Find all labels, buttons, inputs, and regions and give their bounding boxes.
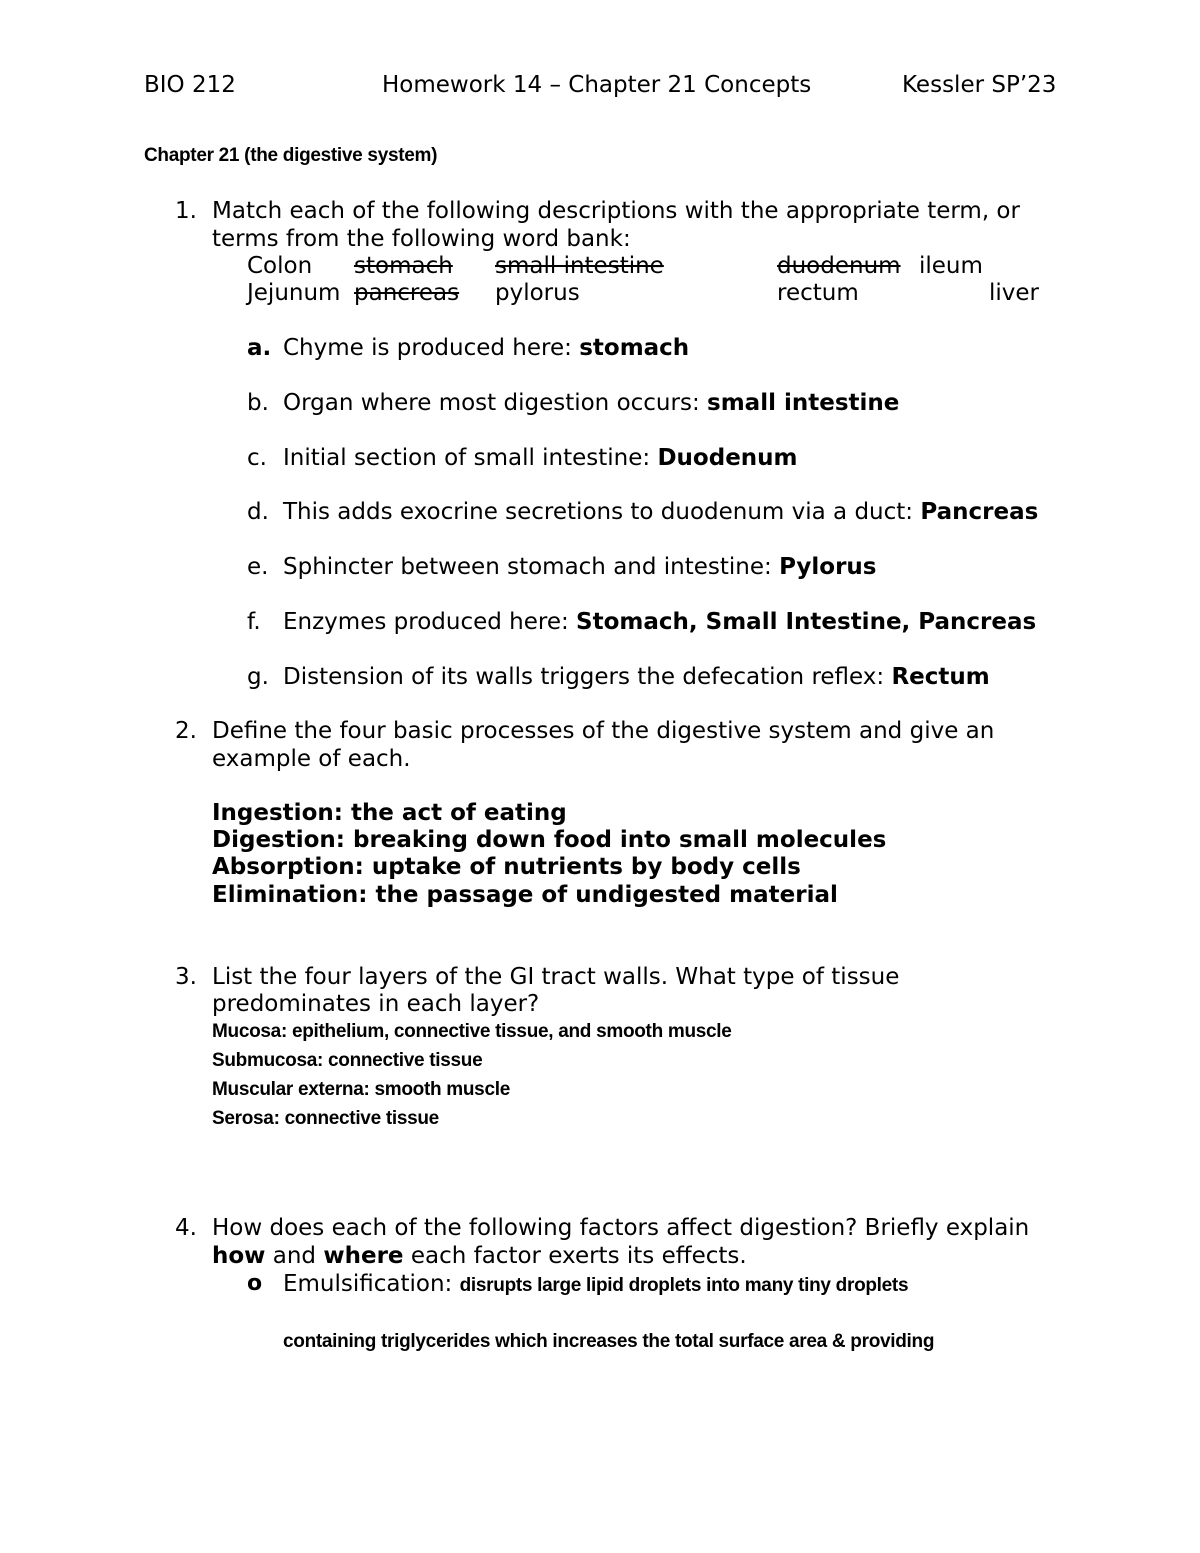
q1e-letter: e. xyxy=(247,554,269,580)
header-title: Homework 14 – Chapter 21 Concepts xyxy=(382,72,812,98)
q1-text-line2: terms from the following word bank: xyxy=(212,226,631,252)
q3-answer-muscular-externa: Muscular externa: smooth muscle xyxy=(212,1079,510,1100)
q4-text-line1: How does each of the following factors affect digestion? Briefly explain xyxy=(212,1215,1030,1241)
q3-number: 3. xyxy=(175,964,197,990)
q1c-prompt: Initial section of small intestine: xyxy=(283,445,658,471)
q3-text-line2: predominates in each layer? xyxy=(212,991,540,1017)
header-course: BIO 212 xyxy=(144,72,236,98)
q1f-prompt: Enzymes produced here: xyxy=(283,609,577,635)
q1a-answer: stomach xyxy=(579,335,690,361)
q2-answer-elimination: Elimination: the passage of undigested material xyxy=(212,882,838,908)
q4-number: 4. xyxy=(175,1215,197,1241)
q1d-answer: Pancreas xyxy=(920,499,1039,525)
q1e-answer: Pylorus xyxy=(779,554,877,580)
q2-text-line1: Define the four basic processes of the digestive system and give an xyxy=(212,718,995,744)
word-small-intestine-text: small intestine xyxy=(495,253,664,279)
q2-answer-digestion: Digestion: breaking down food into small molecules xyxy=(212,827,887,853)
emulsification-label: Emulsification: xyxy=(283,1271,460,1297)
word-duodenum: duodenum xyxy=(777,253,901,279)
q1d-line xyxy=(283,499,1038,525)
q2-answer-ingestion: Ingestion: the act of eating xyxy=(212,800,567,826)
q4-emulsification-continuation: containing triglycerides which increases the total surface area & providing xyxy=(283,1331,935,1352)
q1f-line xyxy=(283,609,1036,635)
word-pylorus: pylorus xyxy=(495,280,580,306)
q1g-line xyxy=(283,664,990,690)
word-pancreas: pancreas xyxy=(354,280,460,306)
word-stomach: stomach xyxy=(354,253,453,279)
chapter-heading: Chapter 21 (the digestive system) xyxy=(144,145,438,166)
q1g-letter: g. xyxy=(247,664,269,690)
q1f-letter: f. xyxy=(247,609,261,635)
word-jejunum: Jejunum xyxy=(247,280,341,306)
word-ileum: ileum xyxy=(919,253,983,279)
q1b-answer: small intestine xyxy=(707,390,900,416)
q3-answer-serosa: Serosa: connective tissue xyxy=(212,1108,439,1129)
q1a-letter: a. xyxy=(247,335,272,361)
q3-answer-submucosa: Submucosa: connective tissue xyxy=(212,1050,483,1071)
q3-answer-mucosa: Mucosa: epithelium, connective tissue, and smooth muscle xyxy=(212,1021,732,1042)
q1c-letter: c. xyxy=(247,445,267,471)
q2-text-line2: example of each. xyxy=(212,746,411,772)
q1d-letter: d. xyxy=(247,499,269,525)
q1b-letter: b. xyxy=(247,390,269,416)
q1a-prompt: Chyme is produced here: xyxy=(283,335,580,361)
q1b-line xyxy=(283,390,899,416)
q4-and: and xyxy=(265,1243,324,1269)
emulsification-answer: disrupts large lipid droplets into many tiny droplets xyxy=(459,1275,909,1296)
q1-text-line1: Match each of the following descriptions with the appropriate term, or xyxy=(212,198,1020,224)
q1g-answer: Rectum xyxy=(891,664,990,690)
q4-rest: each factor exerts its effects. xyxy=(403,1243,747,1269)
word-liver: liver xyxy=(989,280,1039,306)
q4-where: where xyxy=(323,1243,404,1269)
q4-emulsification xyxy=(283,1271,908,1297)
q1g-prompt: Distension of its walls triggers the defecation reflex: xyxy=(283,664,892,690)
q1e-line xyxy=(283,554,876,580)
q1c-line xyxy=(283,445,798,471)
q4-how: how xyxy=(212,1243,266,1269)
q1a-line xyxy=(283,335,689,361)
q1f-answer: Stomach, Small Intestine, Pancreas xyxy=(576,609,1037,635)
q2-answer-absorption: Absorption: uptake of nutrients by body cells xyxy=(212,854,801,880)
header-instructor: Kessler SP’23 xyxy=(902,72,1057,98)
q1c-answer: Duodenum xyxy=(657,445,798,471)
q1b-prompt: Organ where most digestion occurs: xyxy=(283,390,708,416)
q1d-prompt: This adds exocrine secretions to duodenum via a duct: xyxy=(283,499,921,525)
q4-text-line2 xyxy=(212,1243,747,1269)
word-small-intestine xyxy=(495,253,707,279)
q3-text-line1: List the four layers of the GI tract walls. What type of tissue xyxy=(212,964,900,990)
q1-number: 1. xyxy=(175,198,197,224)
bullet-icon: o xyxy=(247,1271,263,1296)
q1e-prompt: Sphincter between stomach and intestine: xyxy=(283,554,780,580)
word-rectum: rectum xyxy=(777,280,859,306)
q2-number: 2. xyxy=(175,718,197,744)
word-colon: Colon xyxy=(247,253,313,279)
